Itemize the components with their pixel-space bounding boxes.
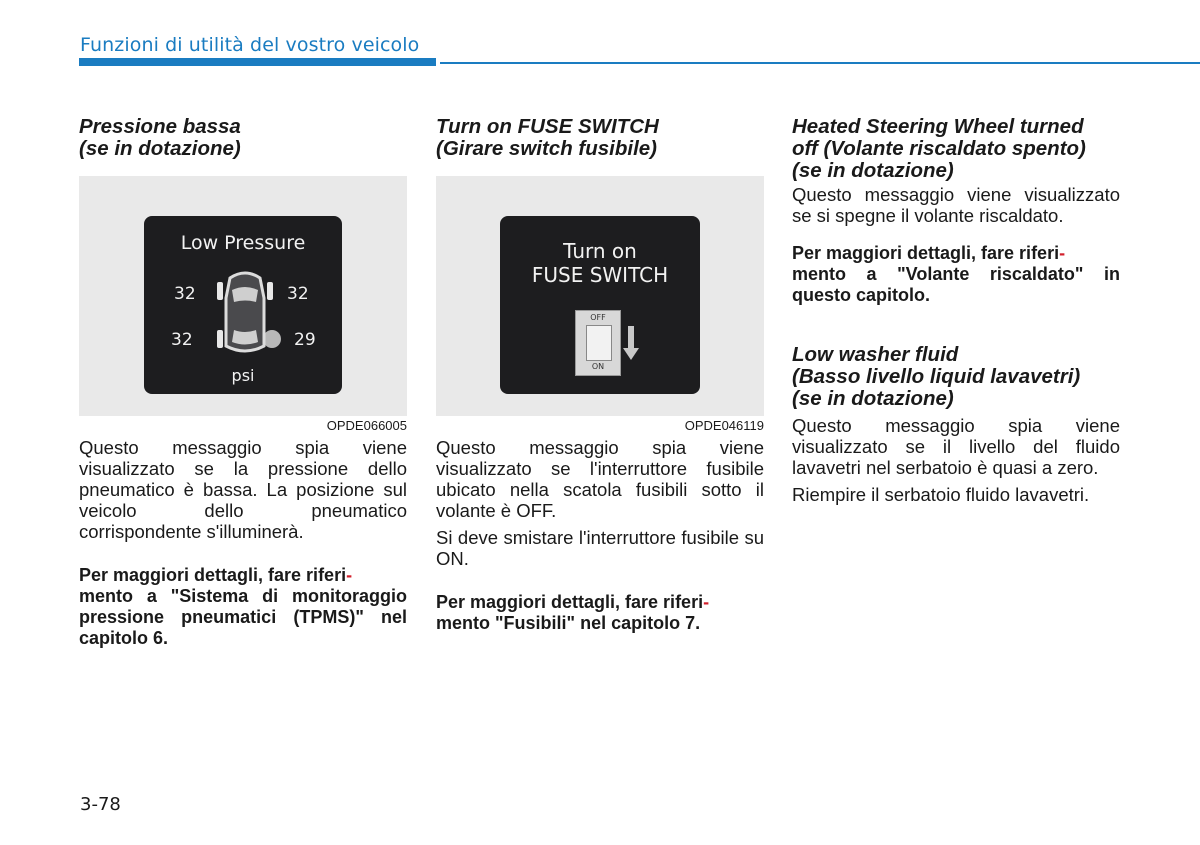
paragraph: Si deve smistare l'interruttore fusibile su ON. bbox=[436, 527, 764, 569]
page-number: 3-78 bbox=[80, 794, 121, 815]
header-rule-thin bbox=[440, 62, 1200, 64]
paragraph: Riempire il serbatoio fluido lavavetri. bbox=[792, 484, 1090, 505]
cluster-display bbox=[144, 216, 342, 394]
switch-lever bbox=[586, 325, 612, 361]
heading-line: (se in dotazione) bbox=[792, 387, 954, 410]
heading-low-washer bbox=[792, 344, 1120, 410]
display-line: FUSE SWITCH bbox=[531, 263, 669, 287]
car-topview-icon bbox=[214, 268, 284, 360]
paragraph: Questo messaggio spia viene visualizzato se l'interruttore fusibile ubicato nella scatola fusibili sotto il volante è OFF. bbox=[436, 437, 764, 521]
heading-line: (se in dotazione) bbox=[79, 137, 241, 160]
header-rule-thick bbox=[79, 58, 436, 66]
paragraph: Questo messaggio spia viene visualizzato se la pressione dello pneumatico è bassa. La posizione sul veicolo dello pneumatico corrispondente s'illuminerà. bbox=[79, 437, 407, 542]
hyphen-mark: - bbox=[1059, 243, 1066, 263]
tire-front-left-value: 32 bbox=[174, 284, 196, 304]
tire-rear-right-value: 29 bbox=[294, 330, 316, 350]
figure-fuse-switch bbox=[436, 176, 764, 416]
heading-line: (Girare switch fusibile) bbox=[436, 137, 657, 160]
figure-code: OPDE046119 bbox=[684, 418, 764, 433]
heading-line: Low washer fluid bbox=[792, 343, 959, 366]
reference-note: Per maggiori dettagli, fare riferi- mento a "Volante riscaldato" in questo capitolo. bbox=[792, 243, 1120, 305]
heading-low-pressure bbox=[79, 116, 407, 160]
column-steering-and-washer bbox=[792, 116, 1120, 505]
switch-off-label: OFF bbox=[590, 313, 606, 322]
fuse-switch-icon bbox=[575, 310, 621, 376]
column-low-pressure bbox=[79, 116, 407, 649]
figure-low-pressure bbox=[79, 176, 407, 416]
heading-line: (se in dotazione) bbox=[792, 159, 954, 182]
paragraph: Questo messaggio spia viene visualizzato se il livello del fluido lavavetri nel serbatoio è quasi a zero. bbox=[792, 415, 1120, 478]
unit-label: psi bbox=[231, 366, 255, 385]
reference-note: Per maggiori dettagli, fare riferi- mento "Fusibili" nel capitolo 7. bbox=[436, 592, 710, 633]
heading-line: (Basso livello liquid lavavetri) bbox=[792, 365, 1081, 388]
hyphen-mark: - bbox=[703, 592, 710, 612]
switch-on-label: ON bbox=[591, 362, 605, 371]
figure-code: OPDE066005 bbox=[326, 418, 407, 433]
paragraph: Questo messaggio viene visualizzato se si spegne il volante riscaldato. bbox=[792, 184, 1120, 226]
heading-fuse-switch bbox=[436, 116, 764, 160]
tire-rear-left-value: 32 bbox=[171, 330, 193, 350]
hyphen-mark: - bbox=[346, 565, 353, 585]
heading-line: off (Volante riscaldato spento) bbox=[792, 137, 1086, 160]
cluster-display bbox=[500, 216, 700, 394]
heading-line: Turn on FUSE SWITCH bbox=[436, 115, 659, 138]
heading-line: Heated Steering Wheel turned bbox=[792, 115, 1084, 138]
arrow-down-icon bbox=[623, 326, 639, 362]
section-title: Funzioni di utilità del vostro veicolo bbox=[80, 34, 420, 56]
display-line: Turn on bbox=[563, 239, 637, 263]
column-fuse-switch bbox=[436, 116, 764, 634]
display-title: Low Pressure bbox=[180, 232, 306, 254]
tire-front-right-value: 32 bbox=[287, 284, 309, 304]
heading-line: Pressione bassa bbox=[79, 115, 241, 138]
reference-note: Per maggiori dettagli, fare riferi- mento a "Sistema di monitoraggio pressione pneumatici (TPMS)" nel capitolo 6. bbox=[79, 565, 407, 648]
heading-heated-steering bbox=[792, 116, 1120, 182]
